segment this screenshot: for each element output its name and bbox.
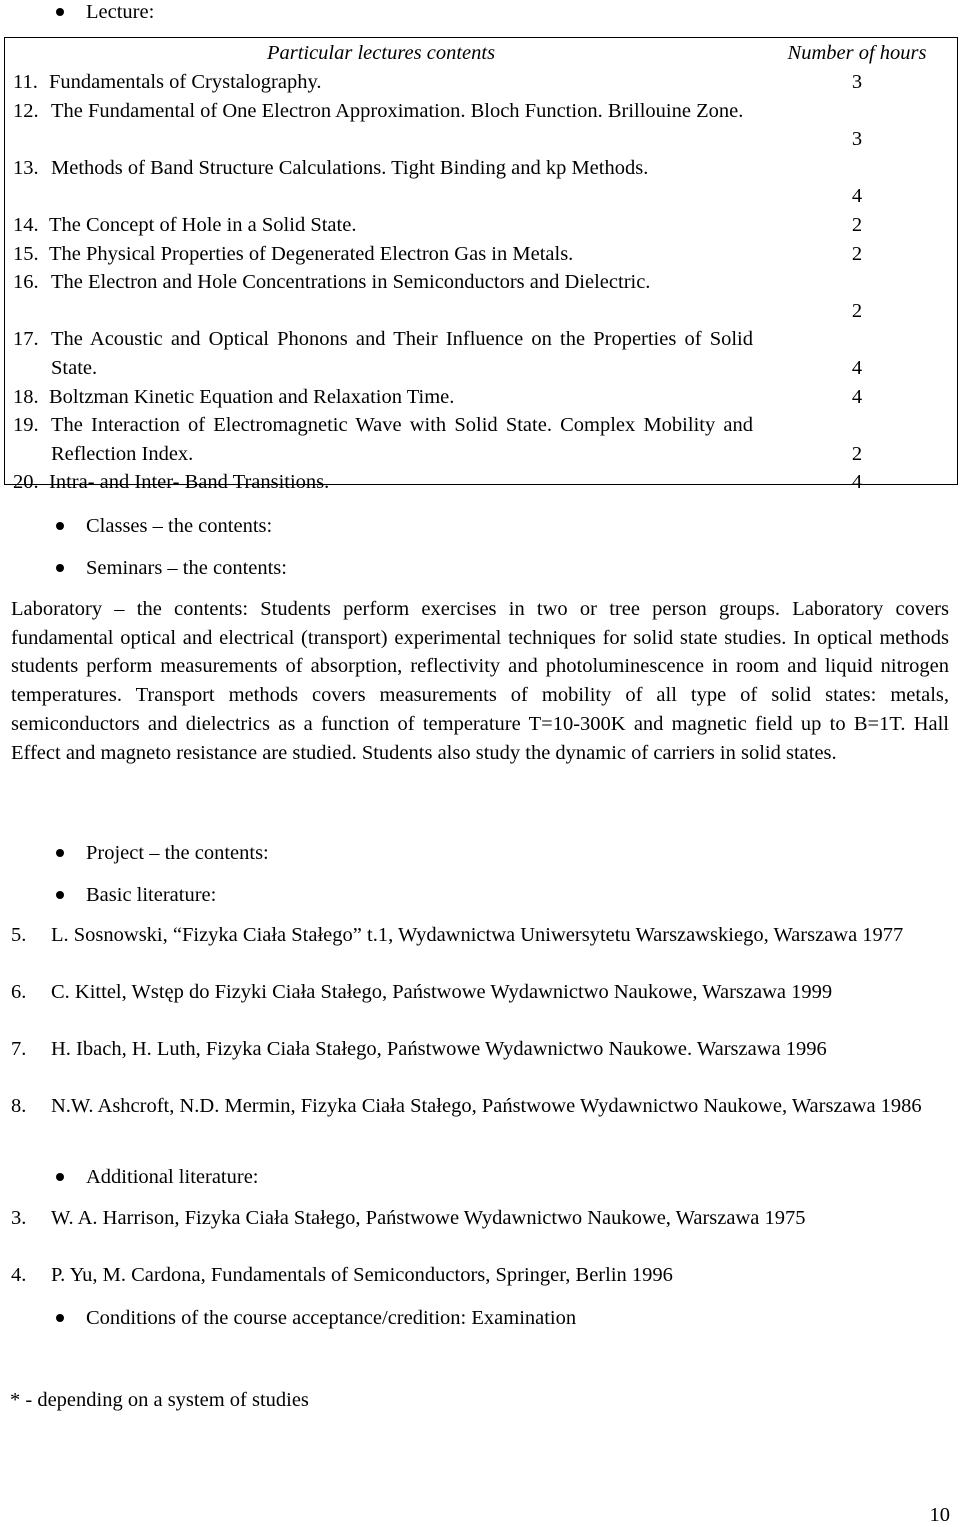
bullet-icon [56, 1173, 64, 1181]
hours-cell: 4 [851, 357, 863, 379]
reference-item: 3. W. A. Harrison, Fizyka Ciała Stałego, Państwowe Wydawnictwo Naukowe, Warszawa 1975 [11, 1207, 806, 1229]
hours-cell: 4 [851, 185, 863, 208]
table-row: 13. Methods of Band Structure Calculations. Tight Binding and kp Methods. [13, 156, 649, 179]
hours-cell: 2 [851, 442, 863, 465]
footnote: * - depending on a system of studies [10, 1389, 309, 1411]
header-hours: Number of hours [787, 42, 927, 64]
hours-list [757, 68, 957, 494]
hours-cell: 2 [851, 214, 863, 236]
table-row: 14. The Concept of Hole in a Solid State. [13, 214, 357, 236]
header-contents: Particular lectures contents [266, 42, 496, 64]
hours-cell: 4 [851, 471, 863, 494]
bullet-icon [56, 891, 64, 899]
lectures-table [4, 37, 958, 494]
table-row: 19. The Interaction of Electromagnetic Wave with Solid State. Complex Mobility and Reflection Index. [13, 414, 753, 465]
table-header [5, 38, 958, 69]
bullet-icon [56, 849, 64, 857]
reference-item: 4. P. Yu, M. Cardona, Fundamentals of Semiconductors, Springer, Berlin 1996 [11, 1264, 673, 1286]
reference-item: 6. C. Kittel, Wstęp do Fizyki Ciała Stałego, Państwowe Wydawnictwo Naukowe, Warszawa 1999 [11, 981, 833, 1003]
table-row: 12. The Fundamental of One Electron Approximation. Bloch Function. Brillouine Zone. [13, 99, 744, 122]
laboratory-paragraph: Laboratory – the contents: Students perform exercises in two or tree person groups. Laboratory covers fundamental optical and electrical (transport) experimental techniques for solid state studies. In optical methods students perform measurements of absorption, reflectivity and photoluminescence in room and liquid nitrogen temperatures. Transport methods covers measurements of mobility of all type of solid states: metals, semiconductors and dielectrics as a function of temperature T=10-300K and magnetic field up to B=1T. Hall Effect and magneto resistance are studied. Students also study the dynamic of carriers in solid states. [11, 598, 949, 764]
bullet-icon [56, 564, 64, 572]
reference-item: 5. L. Sosnowski, “Fizyka Ciała Stałego” t.1, Wydawnictwa Uniwersytetu Warszawskiego, Warszawa 1977 [11, 924, 904, 946]
reference-item: 7. H. Ibach, H. Luth, Fizyka Ciała Stałego, Państwowe Wydawnictwo Naukowe. Warszawa 1996 [11, 1038, 827, 1060]
bullet-icon [56, 1314, 64, 1322]
table-row: 20. Intra- and Inter- Band Transitions. [13, 471, 330, 494]
table-row: 11. Fundamentals of Crystalography. [13, 71, 322, 93]
table-row: 18. Boltzman Kinetic Equation and Relaxation Time. [13, 385, 455, 408]
table-row: 17. The Acoustic and Optical Phonons and Their Influence on the Properties of Solid State. [13, 328, 753, 379]
bullet-icon [56, 522, 64, 530]
page-number: 10 [929, 1504, 950, 1526]
reference-item: 8. N.W. Ashcroft, N.D. Mermin, Fizyka Ciała Stałego, Państwowe Wydawnictwo Naukowe, Warszawa 1986 [11, 1095, 922, 1117]
hours-cell: 3 [851, 128, 863, 151]
table-row: 16. The Electron and Hole Concentrations in Semiconductors and Dielectric. [13, 271, 651, 294]
hours-cell: 2 [851, 299, 863, 322]
hours-cell: 2 [851, 242, 863, 265]
bullet-icon [56, 8, 64, 16]
table-row: 15. The Physical Properties of Degenerated Electron Gas in Metals. [13, 242, 574, 265]
hours-cell: 4 [851, 385, 863, 408]
hours-cell: 3 [851, 71, 863, 93]
lecture-list [5, 68, 757, 494]
